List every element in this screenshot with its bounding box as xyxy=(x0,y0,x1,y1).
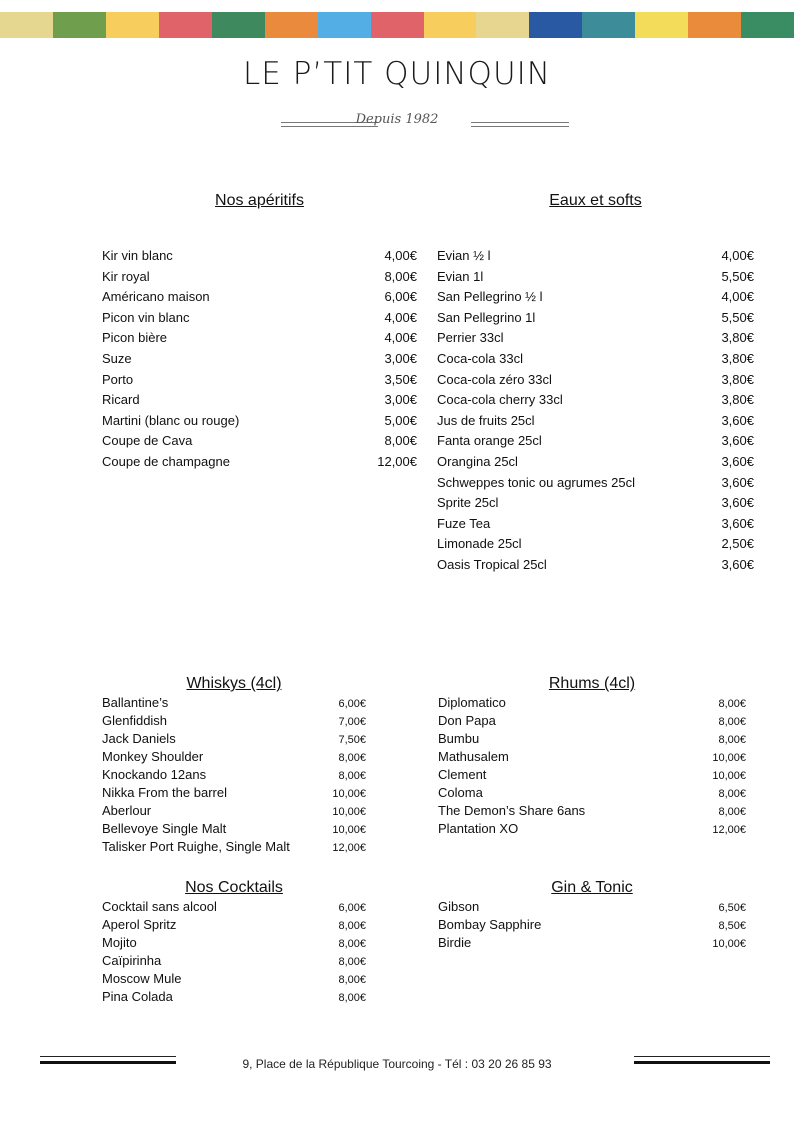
item-name: Aperol Spritz xyxy=(102,917,177,932)
stripe-segment xyxy=(476,12,529,38)
item-price: 3,50€ xyxy=(384,371,417,387)
menu-item-row xyxy=(437,392,754,413)
menu-item-row xyxy=(437,372,754,393)
menu-item-row xyxy=(437,454,754,475)
aperitifs-list xyxy=(102,248,417,475)
menu-item-row xyxy=(102,767,366,785)
tagline-right-rule xyxy=(471,122,569,127)
cocktails-section xyxy=(102,879,366,1007)
cocktails-title: Nos Cocktails xyxy=(185,879,283,896)
brand-name: LE P’TIT QUINQUIN xyxy=(243,56,551,92)
rhums-title: Rhums (4cl) xyxy=(548,675,636,692)
menu-item-row xyxy=(102,917,366,935)
stripe-segment xyxy=(741,12,794,38)
item-name: San Pellegrino ½ l xyxy=(437,289,543,305)
menu-item-row xyxy=(102,433,417,454)
item-name: Don Papa xyxy=(438,713,496,728)
item-name: Aberlour xyxy=(102,803,152,818)
whiskys-title: Whiskys (4cl) xyxy=(186,675,282,692)
menu-item-row xyxy=(437,289,754,310)
menu-item-row xyxy=(102,989,366,1007)
item-name: Bombay Sapphire xyxy=(438,917,542,932)
item-name: Diplomatico xyxy=(438,695,506,710)
stripe-segment xyxy=(371,12,424,38)
rhums-list xyxy=(438,695,746,839)
menu-item-row xyxy=(437,495,754,516)
menu-item-row xyxy=(437,516,754,537)
item-name: Coca-cola zéro 33cl xyxy=(437,371,552,387)
item-price: 3,60€ xyxy=(721,412,754,428)
item-price: 4,00€ xyxy=(384,330,417,346)
item-price: 8,00€ xyxy=(338,920,366,932)
menu-item-row xyxy=(102,289,417,310)
menu-item-row xyxy=(438,803,746,821)
item-name: Fanta orange 25cl xyxy=(437,433,542,449)
item-price: 8,00€ xyxy=(718,806,746,818)
item-price: 10,00€ xyxy=(712,938,746,950)
item-price: 8,00€ xyxy=(718,698,746,710)
menu-item-row xyxy=(438,935,746,953)
item-price: 5,00€ xyxy=(384,412,417,428)
menu-item-row xyxy=(102,785,366,803)
menu-item-row xyxy=(102,839,366,857)
menu-item-row xyxy=(438,731,746,749)
menu-item-row xyxy=(437,475,754,496)
item-name: Kir royal xyxy=(102,268,150,284)
item-price: 8,00€ xyxy=(338,992,366,1004)
item-price: 10,00€ xyxy=(712,770,746,782)
item-price: 10,00€ xyxy=(332,788,366,800)
menu-item-row xyxy=(102,821,366,839)
item-price: 3,00€ xyxy=(384,392,417,408)
item-name: Knockando 12ans xyxy=(102,767,207,782)
menu-item-row xyxy=(438,917,746,935)
item-name: Jus de fruits 25cl xyxy=(437,412,535,428)
item-price: 4,00€ xyxy=(384,309,417,325)
whiskys-section xyxy=(102,675,366,857)
item-name: Cocktail sans alcool xyxy=(102,899,217,914)
item-price: 4,00€ xyxy=(721,289,754,305)
menu-item-row xyxy=(438,821,746,839)
item-name: Picon vin blanc xyxy=(102,309,190,325)
item-price: 8,00€ xyxy=(338,770,366,782)
item-price: 8,00€ xyxy=(718,788,746,800)
menu-item-row xyxy=(438,785,746,803)
item-name: Ballantine’s xyxy=(102,695,169,710)
menu-item-row xyxy=(102,269,417,290)
item-name: Picon bière xyxy=(102,330,168,346)
item-price: 3,80€ xyxy=(721,350,754,366)
menu-item-row xyxy=(438,749,746,767)
menu-item-row xyxy=(438,695,746,713)
whiskys-list xyxy=(102,695,366,857)
item-name: Birdie xyxy=(438,935,472,950)
stripe-segment xyxy=(318,12,371,38)
rhums-section xyxy=(438,675,746,839)
stripe-segment xyxy=(582,12,635,38)
item-price: 8,00€ xyxy=(338,938,366,950)
item-name: Plantation XO xyxy=(438,821,519,836)
footer-address: 9, Place de la République Tourcoing - Tél : 03 20 26 85 93 xyxy=(242,1057,552,1071)
stripe-segment xyxy=(212,12,265,38)
item-name: Sprite 25cl xyxy=(437,495,499,511)
stripe-segment xyxy=(159,12,212,38)
item-price: 7,00€ xyxy=(338,716,366,728)
item-name: Ricard xyxy=(102,392,140,408)
item-name: Oasis Tropical 25cl xyxy=(437,556,547,572)
item-name: Schweppes tonic ou agrumes 25cl xyxy=(437,474,636,490)
item-price: 3,60€ xyxy=(721,433,754,449)
item-name: Coupe de Cava xyxy=(102,433,193,449)
color-stripe-banner xyxy=(0,12,794,38)
item-name: Moscow Mule xyxy=(102,971,182,986)
item-name: Monkey Shoulder xyxy=(102,749,204,764)
stripe-segment xyxy=(529,12,582,38)
stripe-segment xyxy=(53,12,106,38)
menu-item-row xyxy=(102,330,417,351)
item-name: Martini (blanc ou rouge) xyxy=(102,412,240,428)
menu-item-row xyxy=(102,713,366,731)
stripe-segment xyxy=(0,12,53,38)
item-name: Bumbu xyxy=(438,731,480,746)
menu-item-row xyxy=(102,695,366,713)
item-price: 8,00€ xyxy=(384,433,417,449)
tagline: Depuis 1982 xyxy=(355,112,439,127)
aperitifs-title: Nos apéritifs xyxy=(215,192,304,209)
menu-item-row xyxy=(102,731,366,749)
footer-right-rule xyxy=(634,1056,770,1066)
menu-item-row xyxy=(102,392,417,413)
item-price: 12,00€ xyxy=(712,824,746,836)
menu-item-row xyxy=(102,803,366,821)
menu-item-row xyxy=(102,749,366,767)
item-price: 6,00€ xyxy=(338,902,366,914)
item-price: 3,60€ xyxy=(721,453,754,469)
menu-item-row xyxy=(437,310,754,331)
item-name: Glenfiddish xyxy=(102,713,168,728)
item-name: Clement xyxy=(438,767,487,782)
item-name: Caïpirinha xyxy=(102,953,162,968)
item-name: Américano maison xyxy=(102,289,210,305)
item-name: Mojito xyxy=(102,935,137,950)
item-price: 10,00€ xyxy=(712,752,746,764)
item-price: 6,50€ xyxy=(718,902,746,914)
gin-title: Gin & Tonic xyxy=(551,879,633,896)
item-price: 8,00€ xyxy=(718,716,746,728)
item-price: 10,00€ xyxy=(332,806,366,818)
cocktails-list xyxy=(102,899,366,1007)
menu-item-row xyxy=(437,433,754,454)
item-name: Porto xyxy=(102,371,134,387)
item-name: Orangina 25cl xyxy=(437,453,518,469)
menu-item-row xyxy=(437,413,754,434)
item-name: Coupe de champagne xyxy=(102,453,230,469)
stripe-segment xyxy=(106,12,159,38)
menu-item-row xyxy=(102,351,417,372)
softs-list xyxy=(437,248,754,578)
gin-list xyxy=(438,899,746,953)
menu-item-row xyxy=(102,971,366,989)
menu-item-row xyxy=(102,248,417,269)
item-price: 3,80€ xyxy=(721,371,754,387)
menu-item-row xyxy=(438,713,746,731)
item-name: Evian ½ l xyxy=(437,248,491,263)
item-name: Jack Daniels xyxy=(102,731,176,746)
item-price: 5,50€ xyxy=(721,268,754,284)
menu-item-row xyxy=(102,413,417,434)
item-price: 5,50€ xyxy=(721,309,754,325)
item-price: 3,60€ xyxy=(721,495,754,511)
gin-section xyxy=(438,879,746,953)
item-price: 10,00€ xyxy=(332,824,366,836)
item-name: Limonade 25cl xyxy=(437,536,522,552)
item-name: Kir vin blanc xyxy=(102,248,173,263)
item-name: Fuze Tea xyxy=(437,515,491,531)
menu-item-row xyxy=(102,935,366,953)
menu-item-row xyxy=(437,269,754,290)
item-price: 7,50€ xyxy=(338,734,366,746)
item-price: 8,00€ xyxy=(338,974,366,986)
menu-item-row xyxy=(438,767,746,785)
softs-title: Eaux et softs xyxy=(549,192,642,209)
item-price: 8,00€ xyxy=(718,734,746,746)
menu-item-row xyxy=(102,372,417,393)
menu-item-row xyxy=(437,536,754,557)
item-price: 3,00€ xyxy=(384,350,417,366)
item-price: 3,60€ xyxy=(721,515,754,531)
item-price: 8,00€ xyxy=(384,268,417,284)
item-name: Bellevoye Single Malt xyxy=(102,821,227,836)
item-price: 3,80€ xyxy=(721,330,754,346)
item-price: 12,00€ xyxy=(377,453,417,469)
item-price: 2,50€ xyxy=(721,536,754,552)
stripe-segment xyxy=(635,12,688,38)
item-name: Coca-cola cherry 33cl xyxy=(437,392,563,408)
menu-item-row xyxy=(102,899,366,917)
menu-item-row xyxy=(437,330,754,351)
item-price: 8,00€ xyxy=(338,752,366,764)
menu-item-row xyxy=(437,351,754,372)
item-name: Coca-cola 33cl xyxy=(437,350,523,366)
item-name: Nikka From the barrel xyxy=(102,785,227,800)
item-price: 8,50€ xyxy=(718,920,746,932)
stripe-segment xyxy=(424,12,477,38)
item-name: San Pellegrino 1l xyxy=(437,309,536,325)
item-price: 3,80€ xyxy=(721,392,754,408)
item-price: 3,60€ xyxy=(721,474,754,490)
aperitifs-section xyxy=(102,192,417,475)
item-price: 4,00€ xyxy=(721,248,754,263)
item-name: Evian 1l xyxy=(437,268,484,284)
item-price: 3,60€ xyxy=(721,556,754,572)
item-name: Mathusalem xyxy=(438,749,509,764)
item-price: 8,00€ xyxy=(338,956,366,968)
item-price: 12,00€ xyxy=(332,842,366,854)
item-name: Talisker Port Ruighe, Single Malt xyxy=(102,839,290,854)
item-name: Coloma xyxy=(438,785,483,800)
item-name: Suze xyxy=(102,350,132,366)
menu-item-row xyxy=(438,899,746,917)
menu-item-row xyxy=(102,454,417,475)
menu-item-row xyxy=(437,248,754,269)
item-price: 6,00€ xyxy=(338,698,366,710)
item-name: The Demon’s Share 6ans xyxy=(438,803,586,818)
menu-item-row xyxy=(437,557,754,578)
item-price: 6,00€ xyxy=(384,289,417,305)
stripe-segment xyxy=(688,12,741,38)
menu-item-row xyxy=(102,953,366,971)
item-price: 4,00€ xyxy=(384,248,417,263)
item-name: Pina Colada xyxy=(102,989,173,1004)
softs-section xyxy=(437,192,754,578)
item-name: Perrier 33cl xyxy=(437,330,504,346)
tagline-block xyxy=(0,112,794,134)
item-name: Gibson xyxy=(438,899,480,914)
stripe-segment xyxy=(265,12,318,38)
menu-item-row xyxy=(102,310,417,331)
